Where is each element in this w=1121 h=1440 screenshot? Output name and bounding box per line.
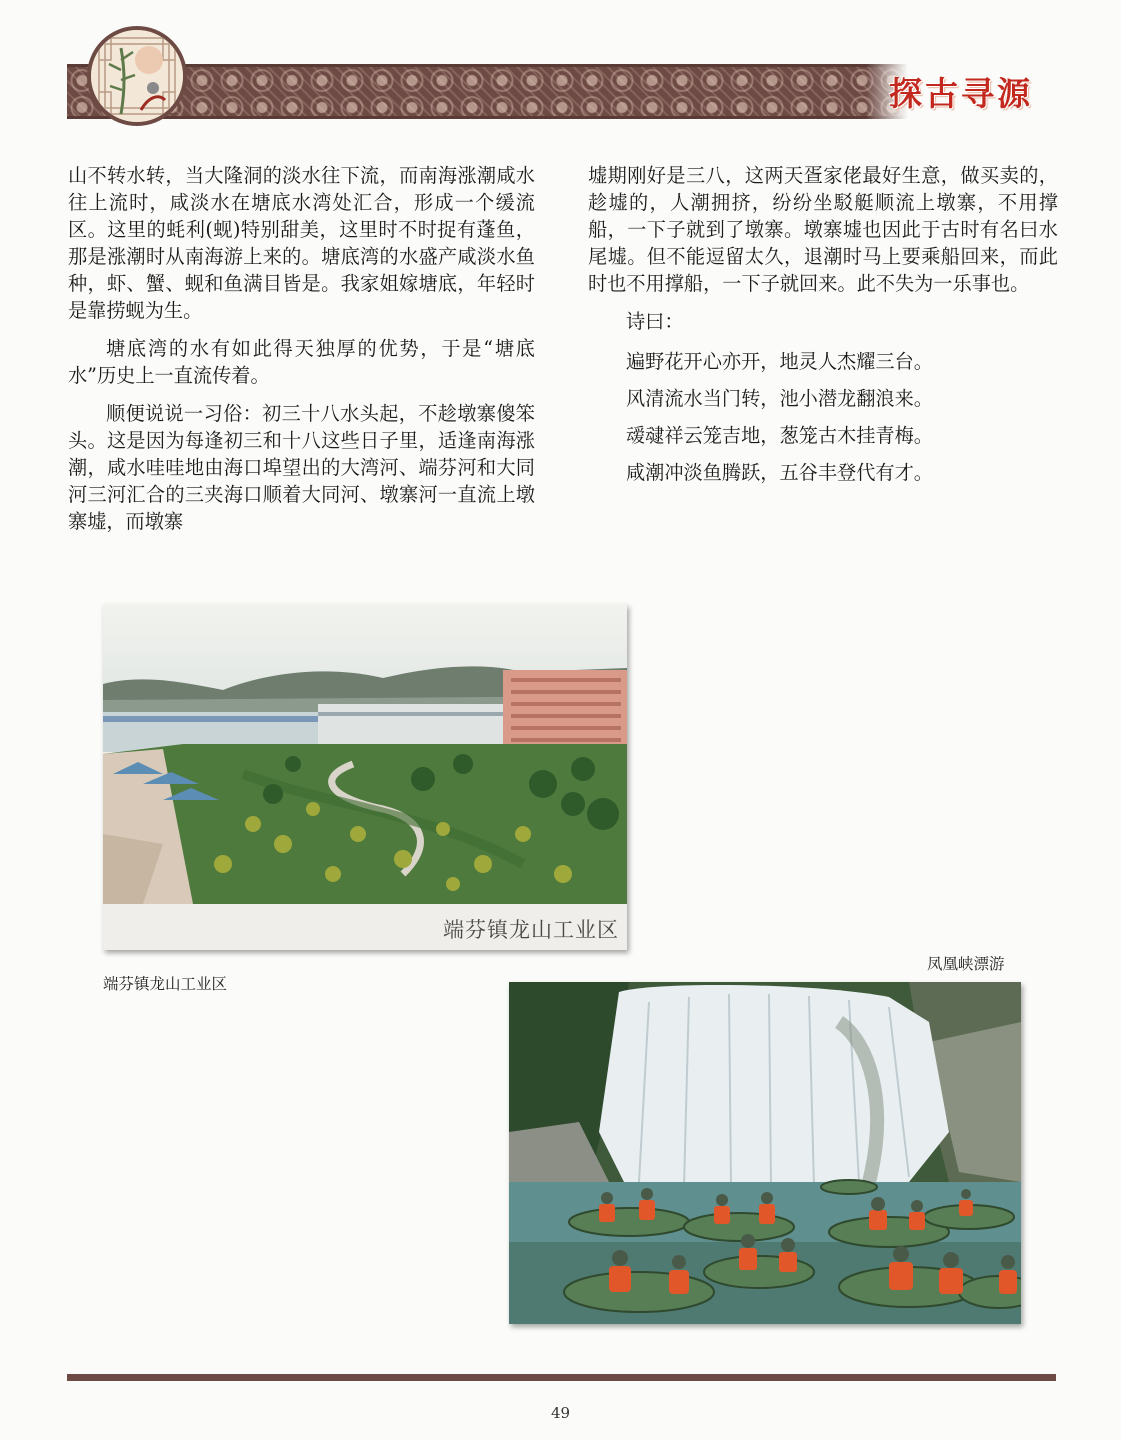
paragraph: 顺便说说一习俗：初三十八水头起，不趁墩寨傻笨头。这是因为每逢初三和十八这些日子里，适逢南海涨潮，咸水哇哇地由海口埠望出的大湾河、端芬河和大同河三河汇合的三夹海口顺着大同河、墩寨河一直流上墩寨墟，而墩寨 — [68, 402, 535, 533]
photo-caption-industrial: 端芬镇龙山工业区 — [103, 975, 228, 993]
poem-line: 咸潮冲淡鱼腾跃，五谷丰登代有才。 — [626, 461, 933, 484]
poem-intro: 诗曰： — [626, 310, 684, 333]
right-text-column — [588, 162, 1058, 496]
paragraph: 山不转水转，当大隆洞的淡水往下流，而南海涨潮咸水往上流时，咸淡水在塘底水湾处汇合，形成一个缓流区。这里的蚝利(蚬)特别甜美，这里时不时捉有蓬鱼，那是涨潮时从南海游上来的。塘底湾的水盛产咸淡水鱼种，虾、蟹、蚬和鱼满目皆是。我家姐嫁塘底，年轻时是靠捞蚬为生。 — [68, 164, 535, 322]
photo-caption-rafting: 凤凰峡漂游 — [927, 955, 1005, 973]
left-text-column — [68, 162, 535, 546]
bamboo-moon-medallion-icon — [87, 26, 187, 126]
rafting-photo — [509, 982, 1021, 1324]
poem-line: 风清流水当门转，池小潜龙翻浪来。 — [626, 387, 933, 410]
page-number: 49 — [550, 1404, 571, 1422]
paragraph: 塘底湾的水有如此得天独厚的优势，于是“塘底水”历史上一直流传着。 — [68, 337, 535, 387]
industrial-park-photo — [103, 604, 627, 950]
section-title-box — [866, 64, 1056, 119]
paragraph: 墟期刚好是三八，这两天疍家佬最好生意，做买卖的，趁墟的，人潮拥挤，纷纷坐駁艇顺流上墩寨，不用撑船，一下子就到了墩寨。墩寨墟也因此于古时有名曰水尾墟。但不能逗留太久，退潮时马上要乘船回来，而此时也不用撑船，一下子就回来。此不失为一乐事也。 — [588, 164, 1058, 295]
poem-line: 遍野花开心亦开，地灵人杰耀三台。 — [626, 350, 933, 373]
footer-rule — [67, 1374, 1056, 1381]
photo-inline-caption: 端芬镇龙山工业区 — [443, 918, 619, 942]
poem-line: 叆叇祥云笼吉地，葱笼古木挂青梅。 — [626, 424, 933, 447]
section-title: 探古寻源 — [889, 74, 1033, 113]
